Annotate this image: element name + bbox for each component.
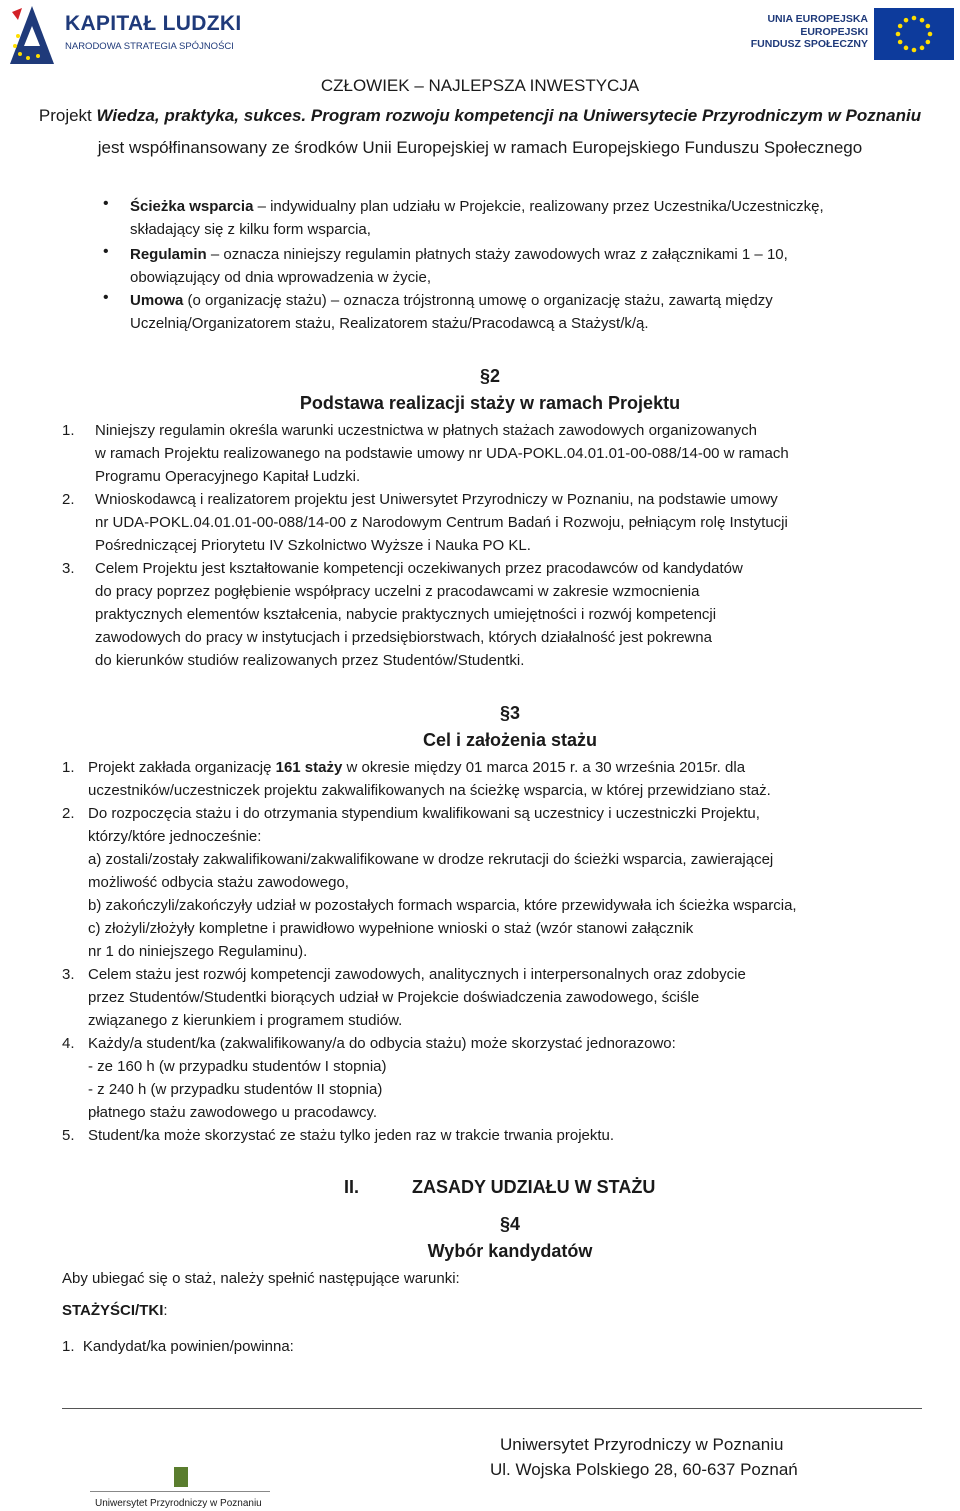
section-2-item-1: Niniejszy regulamin określa warunki uczestnictwa w płatnych stażach zawodowych organizowanych w ramach Projektu realizowanego na podstawie umowy nr UDA-POKL.04.01.01-00-088/14-00 w ramach Programu Operacyjnego Kapitał Ludzki. xyxy=(95,422,789,485)
section-4-item-1: 1. Kandydat/ka powinien/powinna: xyxy=(62,1338,294,1355)
section-4-group-heading: STAŻYŚCI/TKI: xyxy=(62,1302,168,1319)
section-4-symbol: §4 xyxy=(499,1214,521,1234)
section-3-symbol: §3 xyxy=(499,703,521,723)
footer-divider xyxy=(62,1408,922,1409)
bullet-icon: • xyxy=(103,243,109,260)
chapter-title: ZASADY UDZIAŁU W STAŻU xyxy=(412,1177,656,1197)
item-number: 1. xyxy=(62,422,75,439)
chapter-number: II. xyxy=(344,1177,360,1197)
section-3-item-5: Student/ka może skorzystać ze stażu tylko jeden raz w trakcie trwania projektu. xyxy=(88,1127,615,1144)
eu-logo-line2: EUROPEJSKI xyxy=(800,26,868,38)
section-3-title: Cel i założenia stażu xyxy=(422,730,598,750)
item-number: 5. xyxy=(62,1127,75,1144)
header-slogan: CZŁOWIEK – NAJLEPSZA INWESTYCJA xyxy=(320,76,640,95)
item-number: 3. xyxy=(62,966,75,983)
eu-logo-line3: FUNDUSZ SPOŁECZNY xyxy=(750,38,868,50)
section-2-symbol: §2 xyxy=(479,366,501,386)
header-project-line: Projekt Wiedza, praktyka, sukces. Program rozwoju kompetencji na Uniwersytecie Przyrodniczym w Poznaniu xyxy=(38,106,922,125)
eu-star-icon xyxy=(912,16,917,21)
definition-regulamin: Regulamin – oznacza niniejszy regulamin płatnych staży zawodowych wraz z załącznikami 1 – 10, obowiązujący od dnia wprowadzenia w życie, xyxy=(130,246,788,286)
section-3-item-4: Każdy/a student/ka (zakwalifikowany/a do odbycia stażu) może skorzystać jednorazowo: - ze 160 h (w przypadku studentów I stopnia) - z 240 h (w przypadku studentów II stopnia) płatnego stażu zawodowego u pracodawcy. xyxy=(88,1035,676,1121)
item-number: 1. xyxy=(62,759,75,776)
item-number: 2. xyxy=(62,491,75,508)
section-2-item-2: Wnioskodawcą i realizatorem projektu jest Uniwersytet Przyrodniczy w Poznaniu, na podstawie umowy nr UDA-POKL.04.01.01-00-088/14-00 z Narodowym Centrum Badań i Rozwoju, pełniącym rolę Instytucji Pośredniczącej Priorytetu IV Szkolnictwo Wyższe i Nauka PO KL. xyxy=(95,491,788,554)
section-2-title: Podstawa realizacji staży w ramach Projektu xyxy=(299,393,681,413)
bullet-icon: • xyxy=(103,195,109,212)
section-4-title: Wybór kandydatów xyxy=(427,1241,593,1261)
bullet-icon: • xyxy=(103,289,109,306)
eu-star-icon xyxy=(904,46,909,51)
item-number: 4. xyxy=(62,1035,75,1052)
kapital-ludzki-subtitle: NARODOWA STRATEGIA SPÓJNOŚCI xyxy=(65,41,234,52)
eu-star-icon xyxy=(926,24,931,29)
eu-flag-icon xyxy=(874,8,954,60)
eu-star-icon xyxy=(896,32,901,37)
item-number: 2. xyxy=(62,805,75,822)
kapital-ludzki-title: KAPITAŁ LUDZKI xyxy=(65,12,242,35)
eu-star-icon xyxy=(898,40,903,45)
section-3-item-1: Projekt zakłada organizację 161 staży w okresie między 01 marca 2015 r. a 30 września 2015r. dla uczestników/uczestniczek projektu zakwalifikowanych na ścieżkę wsparcia, w której przewidziano staż. xyxy=(88,759,771,799)
section-3-item-3: Celem stażu jest rozwój kompetencji zawodowych, analitycznych i interpersonalnych oraz zdobycie przez Studentów/Studentki biorących udział w Projekcie doświadczenia zawodowego, ściśle związanego z kierunkiem i programem studiów. xyxy=(88,966,746,1029)
header-cofinancing-line: jest współfinansowany ze środków Unii Europejskiej w ramach Europejskiego Funduszu Społecznego xyxy=(97,138,863,157)
eu-star-icon xyxy=(904,18,909,23)
section-2-item-3: Celem Projektu jest kształtowanie kompetencji oczekiwanych przez pracodawców od kandydatów do pracy poprzez pogłębienie współpracy uczelni z pracodawcami w zakresie wzmocnienia praktycznych elementów kształcenia, nabycie praktycznych umiejętności i rozwój kompetencji zawodowych do pracy w instytucjach i przedsiębiorstwach, których działalność jest pokrewna do kierunków studiów realizowanych przez Studentów/Studentki. xyxy=(95,560,743,669)
eu-star-icon xyxy=(920,18,925,23)
item-number: 3. xyxy=(62,560,75,577)
eu-star-icon xyxy=(926,40,931,45)
section-4-intro: Aby ubiegać się o staż, należy spełnić następujące warunki: xyxy=(62,1270,460,1287)
eu-star-icon xyxy=(912,48,917,53)
eu-logo-line1: UNIA EUROPEJSKA xyxy=(767,13,868,25)
definition-sciezka: Ścieżka wsparcia – indywidualny plan udziału w Projekcie, realizowany przez Uczestnika/Uczestniczkę, składający się z kilku form wsparcia, xyxy=(130,198,824,238)
definition-umowa: Umowa (o organizację stażu) – oznacza trójstronną umowę o organizację stażu, zawartą między Uczelnią/Organizatorem stażu, Realizatorem stażu/Pracodawcą a Stażyst/k/ą. xyxy=(130,292,773,332)
eu-star-icon xyxy=(920,46,925,51)
eu-star-icon xyxy=(928,32,933,37)
eu-star-icon xyxy=(898,24,903,29)
footer-university: Uniwersytet Przyrodniczy w Poznaniu xyxy=(500,1435,784,1454)
footer-address: Ul. Wojska Polskiego 28, 60-637 Poznań xyxy=(490,1460,798,1479)
university-logo-label: Uniwersytet Przyrodniczy w Poznaniu xyxy=(95,1498,262,1509)
section-3-item-2: Do rozpoczęcia stażu i do otrzymania stypendium kwalifikowani są uczestnicy i uczestniczki Projektu, którzy/które jednocześnie: a) zostali/zostały zakwalifikowani/zakwalifikowane w drodze rekrutacji do ścieżki wsparcia, zawierającej możliwość odbycia stażu zawodowego, b) zakończyli/zakończyły udział w pozostałych formach wsparcia, które przewidywała ich ścieżka wsparcia, c) złożyli/złożyły kompletne i prawidłowo wypełnione wnioski o staż (wzór stanowi załącznik nr 1 do niniejszego Regulaminu). xyxy=(88,805,797,960)
